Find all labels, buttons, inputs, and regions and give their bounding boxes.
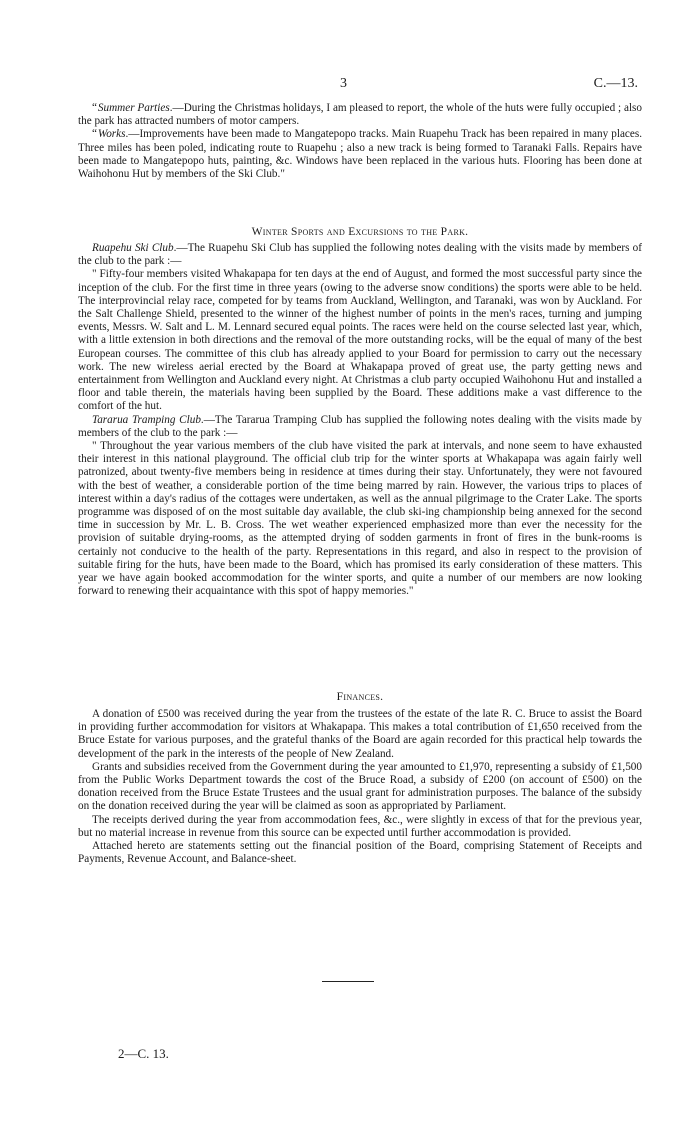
finances-statements-paragraph: Attached hereto are statements setting out the financial position of the Board, comprising Statement of Receipts and Payments, Revenue Account, and Balance-sheet.	[78, 840, 642, 866]
finances-section	[78, 708, 642, 866]
document-reference: C.—13.	[593, 76, 638, 91]
works-text: .—Improvements have been made to Mangatepopo tracks. Main Ruapehu Track has been repaired in many places. Three miles has been poled, indicating route to Ruapehu ; also a new track is being formed to Taranaki Falls. Repairs have been made to Mangatepopo huts, painting, &c. Windows have been replaced in the various huts. Flooring has been done at Waihohonu Hut by members of the Ski Club."	[78, 128, 642, 181]
intro-section	[78, 102, 642, 181]
page-header	[78, 76, 638, 96]
finances-heading: Finances.	[336, 691, 384, 703]
ski-club-intro: .—The Ruapehu Ski Club has supplied the following notes dealing with the visits made by members of the club to the park :—	[78, 242, 642, 268]
summer-parties-text: .—During the Christmas holidays, I am pleased to report, the whole of the huts were fully occupied ; also the park has attracted numbers of motor campers.	[78, 102, 642, 128]
winter-sports-heading: Winter Sports and Excursions to the Park.	[251, 226, 469, 238]
summer-parties-label: Summer Parties	[97, 102, 170, 114]
page-number: 3	[340, 76, 347, 91]
footer-signature-ref: 2—C. 13.	[118, 1046, 169, 1061]
finances-donation-paragraph: A donation of £500 was received during the year from the trustees of the estate of the late R. C. Bruce to assist the Board in providing further accommodation for visitors at Whakapapa. This makes a total contribution of £1,650 received from the Bruce Estate for various purposes, and the grateful thanks of the Board are again recorded for this practical help towards the development of the park in the interests of the people of New Zealand.	[78, 708, 642, 760]
section-divider	[322, 981, 374, 982]
tramping-club-notes-paragraph: " Throughout the year various members of the club have visited the park at intervals, and none seem to have exhausted their interest in this national playground. The official club trip for the winter sports at Whakapapa was again fairly well patronized, about twenty-five members being in residence at times during their stay. Unfortunately, they were not favoured with the best of weather, a considerable portion of the time being marred by rain. However, the various trips to places of interest within a day's radius of the cottages were undertaken, as well as the annual pilgrimage to the Crater Lake. The sports programme was disposed of on the most suitable day available, the club ski-ing championship being annexed for the second time in succession by Mr. L. B. Cross. The wet weather experienced emphasized more than ever the necessity for the provision of suitable drying-rooms, as the attempted drying of sodden garments in front of fires in the bunk-rooms is certainly not conducive to the health of the party. Representations in this regard, and also in respect to the provision of suitable firing for the huts, have been made to the Board, which has promised its early consideration of these matters. This year we have again booked accommodation for the winter sports, and quite a number of our members are now looking forward to renewing their acquaintance with this spot of happy memories."	[78, 440, 642, 598]
ski-club-intro-paragraph	[78, 242, 642, 268]
works-label: Works	[97, 128, 126, 141]
tramping-club-intro-paragraph	[78, 414, 642, 440]
ski-club-notes-paragraph: " Fifty-four members visited Whakapapa for ten days at the end of August, and formed the most successful party since the inception of the club. For the first time in three years (owing to the adverse snow conditions) the sports were able to be held. The interprovincial relay race, competed for by teams from Auckland, Wellington, and Taranaki, was won by Auckland. For the Salt Challenge Shield, presented to the winner of the highest number of points in the men's races, turning and jumping events, Messrs. W. Salt and L. M. Lennard secured equal points. The races were held on the course selected last year, which, with a little extension in both directions and the removal of the more outstanding rocks, will be the equal of many of the best European courses. The committee of this club has already applied to your Board for permission to carry out the necessary work. The new wireless aerial erected by the Board at Whakapapa proved of great use, the party getting news and entertainment from Wellington and Auckland every night. At Christmas a club party occupied Waihohonu Hut and installed a floor and table therein, the materials having been supplied by the Board. These additions make a vast difference to the comfort of the hut.	[78, 268, 642, 413]
winter-sports-section	[78, 242, 642, 598]
works-paragraph: “ Works.—Improvements have been made to Mangatepopo tracks. Main Ruapehu Track has been repaired in many places. Three miles has been poled, indicating route to Ruapehu ; also a new track is being formed to Taranaki Falls. Repairs have been made to Mangatepopo huts, painting, &c. Windows have been replaced in the various huts. Flooring has been done at Waihohonu Hut by members of the Ski Club."	[78, 128, 642, 181]
tramping-club-label: Tararua Tramping Club	[92, 413, 201, 426]
summer-parties-paragraph: “ Summer Parties.—During the Christmas holidays, I am pleased to report, the whole of the huts were fully occupied ; also the park has attracted numbers of motor campers.	[78, 102, 642, 128]
tramping-club-intro: .—The Tararua Tramping Club has supplied the following notes dealing with the visits made by members of the club to the park :—	[78, 413, 642, 439]
finances-grants-paragraph: Grants and subsidies received from the Government during the year amounted to £1,970, representing a subsidy of £1,500 from the Public Works Department towards the cost of the Bruce Road, a subsidy of £200 (on account of £500) on the donation received from the Bruce Estate Trustees and the usual grant for administration purposes. The balance of the subsidy on the donation received during the year will be claimed as soon as appropriated by Parliament.	[78, 760, 642, 813]
finances-receipts-paragraph: The receipts derived during the year from accommodation fees, &c., were slightly in excess of that for the previous year, but no material increase in revenue from this source can be expected until further accommodation is provided.	[78, 813, 642, 839]
ski-club-label: Ruapehu Ski Club	[92, 242, 174, 254]
